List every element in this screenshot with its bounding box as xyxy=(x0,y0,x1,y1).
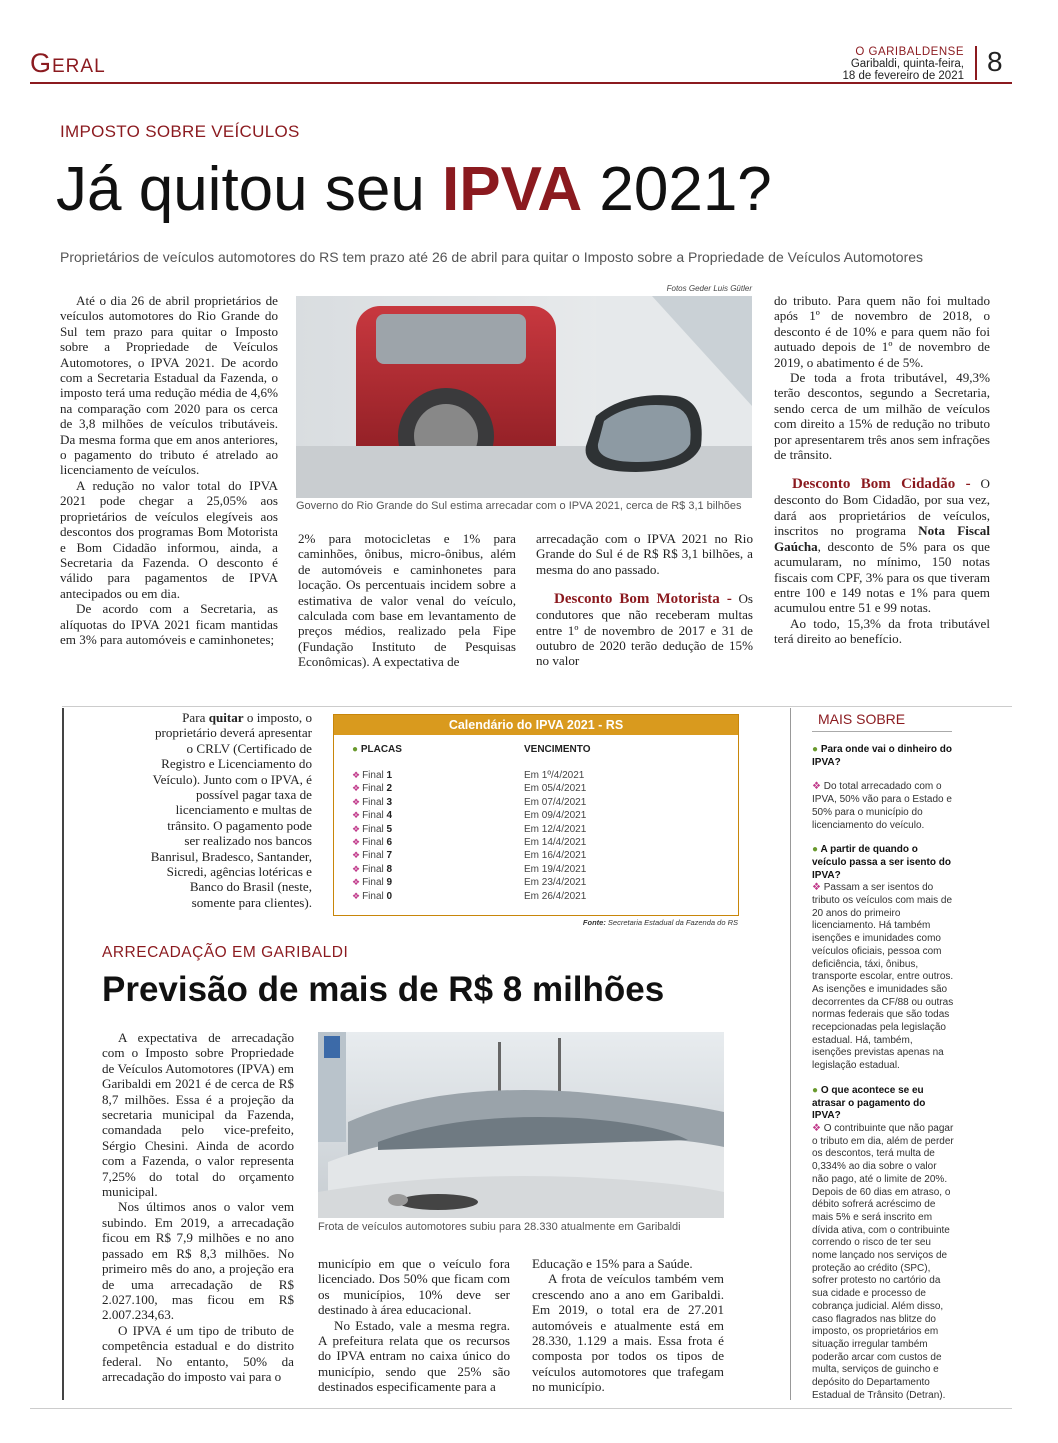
mais-sobre-title: MAIS SOBRE xyxy=(818,711,906,727)
page-separator xyxy=(975,46,977,80)
cell-final: 1 xyxy=(386,770,393,781)
question-text: Para onde vai o dinheiro do IPVA? xyxy=(812,744,952,768)
column-header-placas xyxy=(352,744,402,755)
masthead-info xyxy=(843,46,964,82)
cell-final: 2 xyxy=(386,783,393,795)
cell-prefix: Final xyxy=(362,783,387,795)
paragraph: De acordo com a Secretaria, as alíquotas do IPVA 2021 ficam mantidas em 3% para automóveis e caminhonetes; xyxy=(60,601,278,647)
diamond-icon: ❖ xyxy=(352,863,361,874)
photo-credit: Fotos Geder Luis Gütler xyxy=(666,284,752,293)
bold-text: quitar xyxy=(208,710,244,725)
photo-caption: Frota de veículos automotores subiu para 28.330 atualmente em Garibaldi xyxy=(318,1221,681,1233)
table-row xyxy=(352,849,732,862)
table-row xyxy=(352,796,732,809)
photo-caption: Governo do Rio Grande do Sul estima arrecadar com o IPVA 2021, cerca de R$ 3,1 bilhões xyxy=(296,500,742,512)
cell-date: Em 19/4/2021 xyxy=(524,863,587,875)
diamond-icon: ❖ xyxy=(812,1122,824,1134)
payment-info xyxy=(150,710,312,910)
paragraph: A expectativa de arrecadação com o Imposto sobre Propriedade de Veículos Automotores (IPVA) em Garibaldi em 2021 é de cerca de R$ 8,7 milhões. Essa é a projeção da secretaria municipal da Fazenda, comandada pelo vice-prefeito, Sérgio Chesini. Ainda de acordo com a Fazenda, o valor representa 7,25% do total do orçamento municipal. xyxy=(102,1030,294,1200)
faq-question xyxy=(812,1085,954,1123)
article1-column-4 xyxy=(774,293,990,647)
divider xyxy=(790,708,791,1400)
paragraph xyxy=(150,710,312,910)
footer-rule xyxy=(30,1408,1012,1409)
diamond-icon: ❖ xyxy=(352,823,361,834)
diamond-icon: ❖ xyxy=(812,781,824,793)
dateline-2: 18 de fevereiro de 2021 xyxy=(842,70,964,82)
article1-kicker: IMPOSTO SOBRE VEÍCULOS xyxy=(60,122,300,141)
paragraph-text: Os condutores que não receberam multas entre 1º de novembro de 2017 e 31 de outubro de 2020 terão dedução de 15% no valor xyxy=(536,591,753,669)
faq-question xyxy=(812,844,954,882)
dateline-1: Garibaldi, quinta-feira, xyxy=(850,58,964,70)
cell-prefix: Final xyxy=(362,877,387,889)
cell-final: 4 xyxy=(386,810,393,822)
headline-part-2: 2021? xyxy=(582,155,772,224)
bullet-icon: ● xyxy=(812,844,821,856)
subheading-bom-motorista: Desconto Bom Motorista - xyxy=(554,591,732,608)
cell-date: Em 1º/4/2021 xyxy=(524,770,585,781)
paper-name: O GARIBALDENSE xyxy=(855,46,964,58)
diamond-icon: ❖ xyxy=(352,796,361,807)
paragraph: município em que o veículo fora licenciado. Dos 50% que ficam com os municípios, 10% deve ser destinado à área educacional. xyxy=(318,1256,510,1318)
column-header-vencimento: VENCIMENTO xyxy=(524,744,591,755)
cell-prefix: Final xyxy=(362,796,387,808)
parked-cars-image xyxy=(318,1032,724,1218)
faq-answer xyxy=(812,882,954,1073)
cell-date: Em 16/4/2021 xyxy=(524,850,587,862)
article2-column-3 xyxy=(532,1256,724,1395)
table-row xyxy=(352,863,732,876)
diamond-icon: ❖ xyxy=(352,890,361,901)
table-body xyxy=(352,769,732,903)
paragraph: A frota de veículos também vem crescendo ano a ano em Garibaldi. Em 2019, o total era de 27.201 automóveis e atualmente está em 28.330, 1.129 a mais. Essa frota é composta por todos os tipos de veículos automotores que trafegam no município. xyxy=(532,1271,724,1395)
cell-date: Em 05/4/2021 xyxy=(524,783,587,795)
article1-headline xyxy=(56,150,772,230)
table-row xyxy=(352,823,732,836)
faq-answer xyxy=(812,1123,954,1402)
article2-column-1 xyxy=(102,1030,294,1384)
cell-prefix: Final xyxy=(362,823,387,835)
diamond-icon: ❖ xyxy=(352,810,361,821)
paragraph: Até o dia 26 de abril proprietários de veículos automotores do Rio Grande do Sul tem prazo para quitar o Imposto sobre a Propriedade de Veículos Automotores, o IPVA 2021. De acordo com a Secretaria Estadual da Fazenda, o imposto terá uma redução média de 4,6% na comparação com 2020 para os cerca de 3,8 milhões de veículos tributáveis. Da mesma forma que em anos anteriores, o pagamento do tributo é atrelado ao licenciamento de veículos. xyxy=(60,293,278,478)
diamond-icon: ❖ xyxy=(812,882,824,894)
source-text: Secretaria Estadual da Fazenda do RS xyxy=(605,918,738,927)
paragraph: Educação e 15% para a Saúde. xyxy=(532,1256,693,1271)
paragraph-text: O desconto do Bom Cidadão, por sua vez, dará aos proprietários de veículos, inscritos no programa xyxy=(774,476,990,539)
question-text: A partir de quando o veículo passa a ser isento do IPVA? xyxy=(812,844,951,881)
paragraph-text: o imposto, o proprietário deverá apresentar o CRLV (Certificado de Registro e Licenciamento do Veículo). Junto com o IPVA, é possível pagar taxa de licenciamento e multas de trânsito. O pagamento pode ser realizado nos bancos Banrisul, Bradesco, Santander, Sicredi, agências lotéricas e Banco do Brasil (neste, somente para clientes). xyxy=(150,710,312,910)
diamond-icon: ❖ xyxy=(352,850,361,861)
headline-emphasis: IPVA xyxy=(442,155,583,224)
article2-column-2 xyxy=(318,1256,510,1395)
bullet-icon: ● xyxy=(812,1084,821,1096)
paragraph xyxy=(774,476,990,615)
car-mirror-image xyxy=(296,296,752,498)
subheading-bom-cidadao: Desconto Bom Cidadão - xyxy=(792,476,971,493)
divider xyxy=(62,708,64,1400)
paragraph: arrecadação com o IPVA 2021 no Rio Grande do Sul é de R$ R$ 3,1 bilhões, a mesma do ano passado. xyxy=(536,531,753,577)
ipva-calendar-table xyxy=(333,714,739,916)
paragraph: O IPVA é um tipo de tributo de competência estadual e do distrito federal. No entanto, 50% da arrecadação do imposto vai para o xyxy=(102,1322,294,1384)
article1-column-3 xyxy=(536,531,753,669)
faq-question xyxy=(812,744,954,769)
paragraph: Nos últimos anos o valor vem subindo. Em 2019, a arrecadação ficou em R$ 7,9 milhões e no ano passado em R$ 8,3 milhões. No primeiro mês do ano, a projeção era de uma arrecadação de R$ 2.027.100, mas ficou em R$ 2.007.234,63. xyxy=(102,1199,294,1323)
article1-subhead: Proprietários de veículos automotores do RS tem prazo até 26 de abril para quitar o Imposto sobre a Propriedade de Veículos Automotores xyxy=(60,249,924,265)
paragraph: A redução no valor total do IPVA 2021 pode chegar a 25,05% aos proprietários de veículos elegíveis aos descontos dos programas Bom Motorista e Bom Cidadão informou, ainda, a Secretaria da Fazenda. O desconto é válido para pagamentos de IPVA antecipados ou em dia. xyxy=(60,477,278,601)
bullet-icon: ● xyxy=(352,744,361,755)
article1-column-1 xyxy=(60,293,278,647)
faq-answer xyxy=(812,781,954,832)
cell-date: Em 14/4/2021 xyxy=(524,836,587,848)
table-row xyxy=(352,876,732,889)
cell-prefix: Final xyxy=(362,890,387,902)
cell-final: 3 xyxy=(386,796,393,808)
cell-final: 7 xyxy=(386,850,393,862)
cell-prefix: Final xyxy=(362,810,387,822)
divider xyxy=(812,731,952,732)
paragraph xyxy=(536,591,753,669)
cell-date: Em 07/4/2021 xyxy=(524,796,587,808)
answer-text: Do total arrecadado com o IPVA, 50% vão para o Estado e 50% para o município do licenciamento do veículo. xyxy=(812,781,952,831)
source-label: Fonte: xyxy=(582,918,606,927)
cell-final: 9 xyxy=(386,877,393,889)
column-header-text: PLACAS xyxy=(360,744,402,755)
paragraph: No Estado, vale a mesma regra. A prefeitura relata que os recursos do IPVA entram no caixa único do município, sendo que 25% são destinados especificamente para a xyxy=(318,1317,510,1395)
table-title: Calendário do IPVA 2021 - RS xyxy=(334,715,738,735)
cell-prefix: Final xyxy=(362,850,387,862)
diamond-icon: ❖ xyxy=(352,877,361,888)
cell-date: Em 26/4/2021 xyxy=(524,890,587,902)
header-rule xyxy=(30,82,1012,84)
cell-prefix: Final xyxy=(362,836,387,848)
article2-kicker: ARRECADAÇÃO EM GARIBALDI xyxy=(102,944,349,961)
paragraph: De toda a frota tributável, 49,3% terão descontos, segundo a Secretaria, sendo cerca de um milhão de veículos com direito a 15% de redução no tributo por apresentarem três anos sem infrações de trânsito. xyxy=(774,370,990,463)
table-source xyxy=(560,918,738,927)
paragraph-text: , desconto de 5% para os que acumularam, no mínimo, 150 notas fiscais com CPF, 3% para os que tiveram entre 100 e 149 notas e 1% para quem acumulou entre 51 e 99 notas. xyxy=(774,538,990,616)
table-row xyxy=(352,809,732,822)
paragraph: Ao todo, 15,3% da frota tributável terá direito ao benefício. xyxy=(774,615,990,647)
question-text: O que acontece se eu atrasar o pagamento do IPVA? xyxy=(812,1084,926,1122)
answer-text: O contribuinte que não pagar o tributo em dia, além de perder os descontos, terá multa de 0,334% ao dia sobre o valor não pago, até o limite de 20%. Depois de 60 dias em atraso, o débito sofrerá acréscimo de mais 5% e será inscrito em dívida ativa, com o contribuinte correndo o risco de ter seu nome lançado nos serviços de proteção ao crédito (SPC), sofrer protesto no cartório da sua cidade e processo de cobrança judicial. Além disso, caso flagrados nas blitze do imposto, os proprietários em situação irregular também poderão arcar com custos de multa, serviços de guincho e depósito do Departamento Estadual de Trânsito (Detran). xyxy=(812,1122,954,1401)
cell-final: 6 xyxy=(386,836,393,848)
cell-final: 5 xyxy=(386,823,393,835)
table-row xyxy=(352,836,732,849)
diamond-icon: ❖ xyxy=(352,783,361,794)
answer-text: Passam a ser isentos do tributo os veículos com mais de 20 anos do primeiro licenciamento. Há também isenções e imunidades como veículos oficiais, pessoa com deficiência, táxi, ônibus, transporte escolar, entre outros. As isenções e imunidades são decorrentes da CF/88 ou outras normas federais que são todas recepcionadas pela legislação estadual. Há, também, isenções previstas apenas na legislação estadual. xyxy=(812,882,954,1072)
headline-part-1: Já quitou seu xyxy=(56,155,443,224)
article1-column-2 xyxy=(298,531,516,670)
section-title: Geral xyxy=(30,48,106,78)
car-photo xyxy=(296,296,752,498)
cell-date: Em 09/4/2021 xyxy=(524,810,587,822)
divider xyxy=(62,706,1012,707)
page-number: 8 xyxy=(987,46,1003,77)
cell-date: Em 23/4/2021 xyxy=(524,877,587,889)
table-row xyxy=(352,769,732,782)
paragraph: 2% para motocicletas e 1% para caminhões, ônibus, micro-ônibus, além de automóveis e caminhonetes para locação. Os percentuais incidem sobre a estimativa de valor venal do veículo, calculada com base em levantamento de preços médios, realizado pela Fipe (Fundação Instituto de Pesquisas Econômicas). A expectativa de xyxy=(298,531,516,670)
table-row xyxy=(352,890,732,903)
cell-prefix: Final xyxy=(362,863,387,875)
cell-prefix: Final xyxy=(362,770,387,781)
table-row xyxy=(352,782,732,795)
cell-final: 8 xyxy=(386,863,393,875)
diamond-icon: ❖ xyxy=(352,770,361,780)
parked-cars-photo xyxy=(318,1032,724,1218)
article2-headline: Previsão de mais de R$ 8 milhões xyxy=(102,970,665,1009)
bold-text: Nota Fiscal Gaúcha xyxy=(774,523,990,554)
cell-date: Em 12/4/2021 xyxy=(524,823,587,835)
mais-sobre-box xyxy=(812,744,954,1402)
paragraph-text: Para xyxy=(182,710,209,725)
diamond-icon: ❖ xyxy=(352,836,361,847)
cell-final: 0 xyxy=(386,890,393,902)
paragraph: do tributo. Para quem não foi multado após 1º de novembro de 2018, o desconto é de 10% e para quem não foi autuado depois de 1º de novembro de 2019, o abatimento é de 5%. xyxy=(774,293,990,370)
bullet-icon: ● xyxy=(812,744,821,755)
